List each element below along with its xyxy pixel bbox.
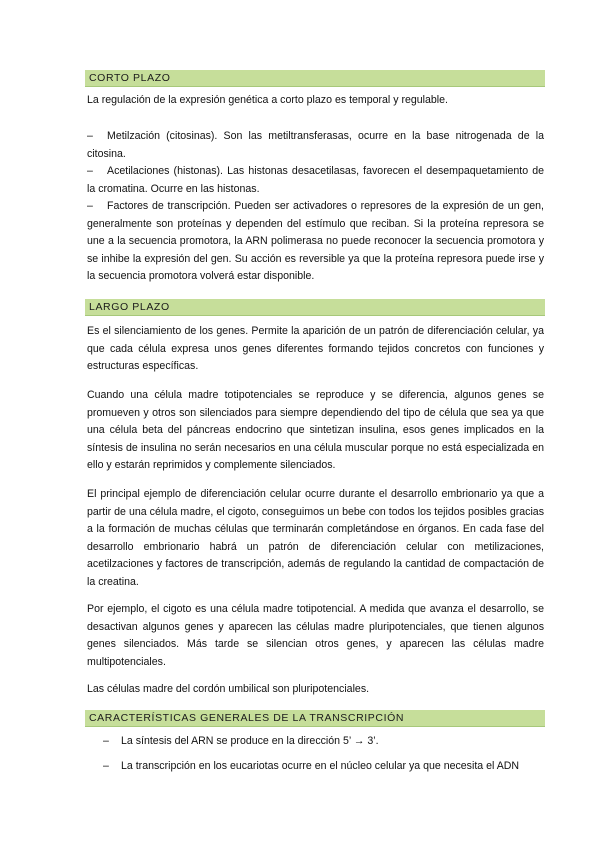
bullet-dash: – [87,165,93,177]
bullet-dash: – [103,735,109,747]
list-item-sintesis-arn [103,733,544,751]
bullet-text: Factores de transcripción. Pueden ser activadores o represores de la expresión de un gen, generalmente son proteínas y dependen del estímulo que reciban. Si la proteína represora se une a la secuencia promotora, la ARN polimerasa no puede reconocer la secuencia promotora y se inhibe la expresión del gen. Su acción es reversible ya que la proteína represora puede irse y la secuencia promotora volverá estar disponible. [87,200,544,283]
largo-plazo-paragraph-1: Es el silenciamiento de los genes. Permite la aparición de un patrón de diferenciación celular, ya que cada célula expresa unos genes diferentes formando tejidos concretos con funciones y estructuras específicas. [87,325,544,373]
corto-plazo-intro: La regulación de la expresión genética a corto plazo es temporal y regulable. [87,94,448,106]
bullet-dash: – [103,760,109,772]
section-header-corto-plazo: CORTO PLAZO [85,70,545,87]
largo-plazo-paragraph-5: Las células madre del cordón umbilical son pluripotenciales. [87,683,370,695]
bullet-dash: – [87,200,93,212]
largo-plazo-paragraph-3: El principal ejemplo de diferenciación celular ocurre durante el desarrollo embrionario ya que a partir de una célula madre, el cigoto, conseguimos un bebe con todos los tejidos posibles gracias a la formación de muchas células que terminarán completándose en órganos. En cada fase del desarrollo embrionario habrá un patrón de diferenciación celular con metilizaciones, acetilzaciones y factores de transcripción, además de regulando la cantidad de compactación de la creatina. [87,488,544,588]
largo-plazo-paragraph-2: Cuando una célula madre totipotenciales se reproduce y se diferencia, algunos genes se promueven y otros son silenciados para siempre dependiendo del tipo de célula que sea ya que una célula beta del páncreas endocrino que sintetizan insulina, esos genes implicados en la síntesis de insulina no serán necesarios en una célula muscular porque no está especializada en ello y estarán reprimidos y complemente silenciados. [87,389,544,472]
bullet-text: La síntesis del ARN se produce en la dirección 5’ → 3’. [121,735,379,747]
bullet-metilzacion [87,128,544,163]
bullet-acetilaciones [87,163,544,198]
section-header-largo-plazo: LARGO PLAZO [85,299,545,316]
bullet-factores-transcripcion [87,198,544,286]
bullet-text: La transcripción en los eucariotas ocurre en el núcleo celular ya que necesita el ADN [121,760,520,772]
bullet-text: Acetilaciones (histonas). Las histonas desacetilasas, favorecen el desempaquetamiento de la cromatina. Ocurre en las histonas. [87,165,544,195]
list-item-transcripcion-eucariotas [103,758,544,776]
section-header-transcripcion: CARACTERÍSTICAS GENERALES DE LA TRANSCRIPCIÓN [85,710,545,727]
bullet-text: Metilzación (citosinas). Son las metiltransferasas, ocurre en la base nitrogenada de la citosina. [87,130,544,160]
bullet-dash: – [87,130,93,142]
largo-plazo-paragraph-4: Por ejemplo, el cigoto es una célula madre totipotencial. A medida que avanza el desarrollo, se desactivan algunos genes y aparecen las células madre pluripotenciales, que tienen algunos genes silenciados. Más tarde se silencian otros genes, y aparecen las células madre multipotenciales. [87,603,544,668]
